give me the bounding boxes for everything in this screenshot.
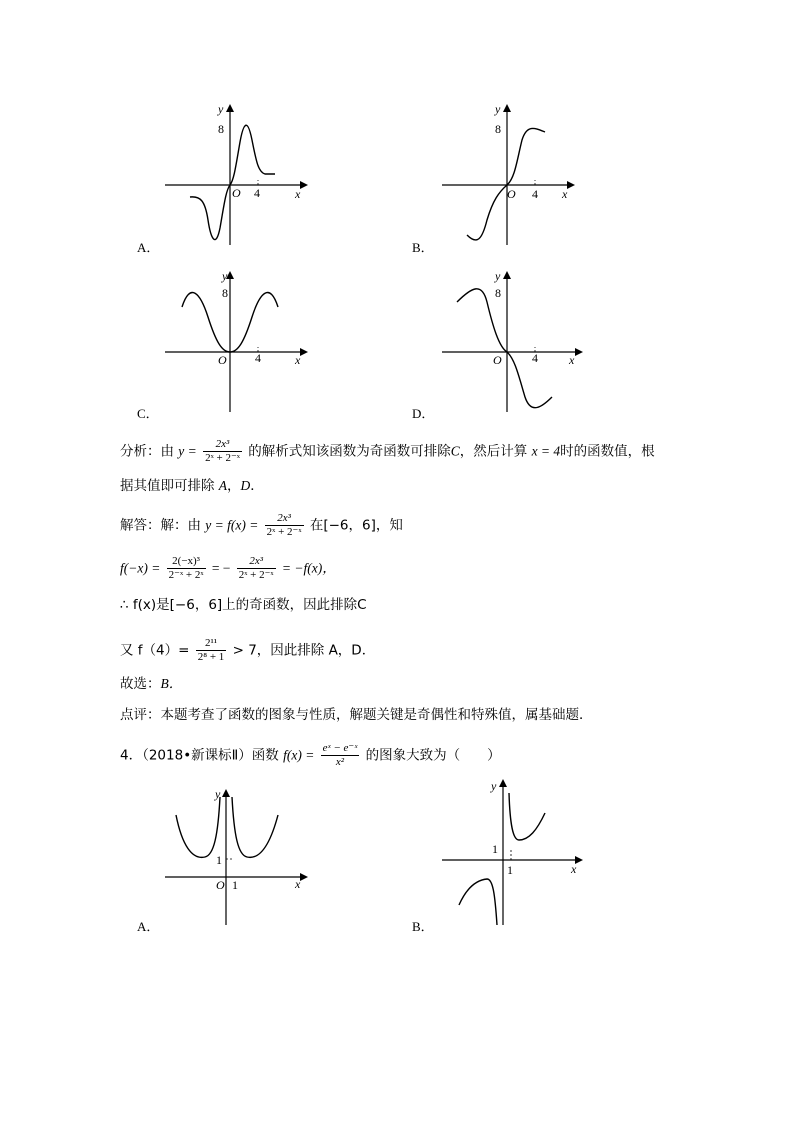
svg-text:8: 8 [495,286,501,300]
svg-text:O: O [493,353,502,367]
svg-text:O: O [218,353,227,367]
svg-text:8: 8 [222,286,228,300]
solution-line-2: f(−x) = $\frac{\text{2(−x)³}}{\text{2⁻ˣ + 2ˣ}}$ = − $\frac{\text{2x³}}{\text{2ˣ + 2⁻ˣ}}$ = −f(x)， [120,555,336,581]
svg-text:1: 1 [216,853,222,867]
option-b: B． [412,240,434,255]
svg-text:y: y [495,102,501,116]
solution-line-4: 又 f（4）= $\frac{\text{2¹¹}}{\text{2⁸ + 1}}$ > 7，因此排除 A，D． [120,637,376,663]
svg-text:x: x [295,877,301,891]
svg-text:8: 8 [218,122,224,136]
svg-text:4: 4 [255,351,261,365]
answer-line: 故选：B． [120,676,183,692]
svg-text:x: x [295,353,301,367]
svg-text:x: x [569,353,575,367]
comment-line: 点评：本题考查了函数的图象与性质，解题关键是奇偶性和特殊值，属基础题． [120,707,593,723]
graph-3b [437,100,587,250]
solution-line-1: 解答：解：由 y = f(x) = $\frac{\text{2x³}}{\text{2ˣ + 2⁻ˣ}}$ 在[−6，6]，知 [120,512,403,538]
analysis-line-2: 据其值即可排除 A，D． [120,478,264,494]
option-a: A． [137,240,160,255]
svg-text:y: y [218,102,224,116]
svg-text:4: 4 [532,187,538,201]
svg-text:1: 1 [232,878,238,892]
graph-4b [437,775,587,930]
q4-option-b: B． [412,919,434,934]
graph-4a [160,785,310,930]
analysis-line-1: 分析：由 y = $\frac{\text{2x³}}{\text{2ˣ + 2⁻ˣ}}$ 的解析式知该函数为奇函数可排除C，然后计算 x = 4时的函数值，根 [120,438,655,464]
svg-text:x: x [571,862,577,876]
q4-option-a: A． [137,919,160,934]
graph-3d [437,267,587,417]
svg-text:x: x [562,187,568,201]
svg-text:O: O [216,878,225,892]
svg-text:4: 4 [532,351,538,365]
svg-text:8: 8 [495,122,501,136]
svg-text:y: y [222,269,228,283]
graph-3a [160,100,310,250]
analysis-fraction: $\frac{\text{2x³}}{\text{2ˣ + 2⁻ˣ}}$ [205,438,240,464]
svg-text:O: O [507,187,516,201]
svg-text:x: x [295,187,301,201]
graph-3c [160,267,310,417]
svg-text:y: y [491,779,497,793]
solution-line-3: ∴ f(x)是[−6，6]上的奇函数，因此排除C [120,597,367,613]
question-4: 4．（2018•新课标Ⅱ）函数 f(x) = $\frac{\text{eˣ − e⁻ˣ}}{\text{x²}}$ 的图象大致为（ ） [120,742,501,768]
svg-text:y: y [215,787,221,801]
svg-text:1: 1 [492,842,498,856]
option-c: C． [137,406,159,421]
option-d: D． [412,406,435,421]
svg-text:4: 4 [254,186,260,200]
svg-text:y: y [495,269,501,283]
svg-text:O: O [232,186,241,200]
svg-text:1: 1 [507,863,513,877]
